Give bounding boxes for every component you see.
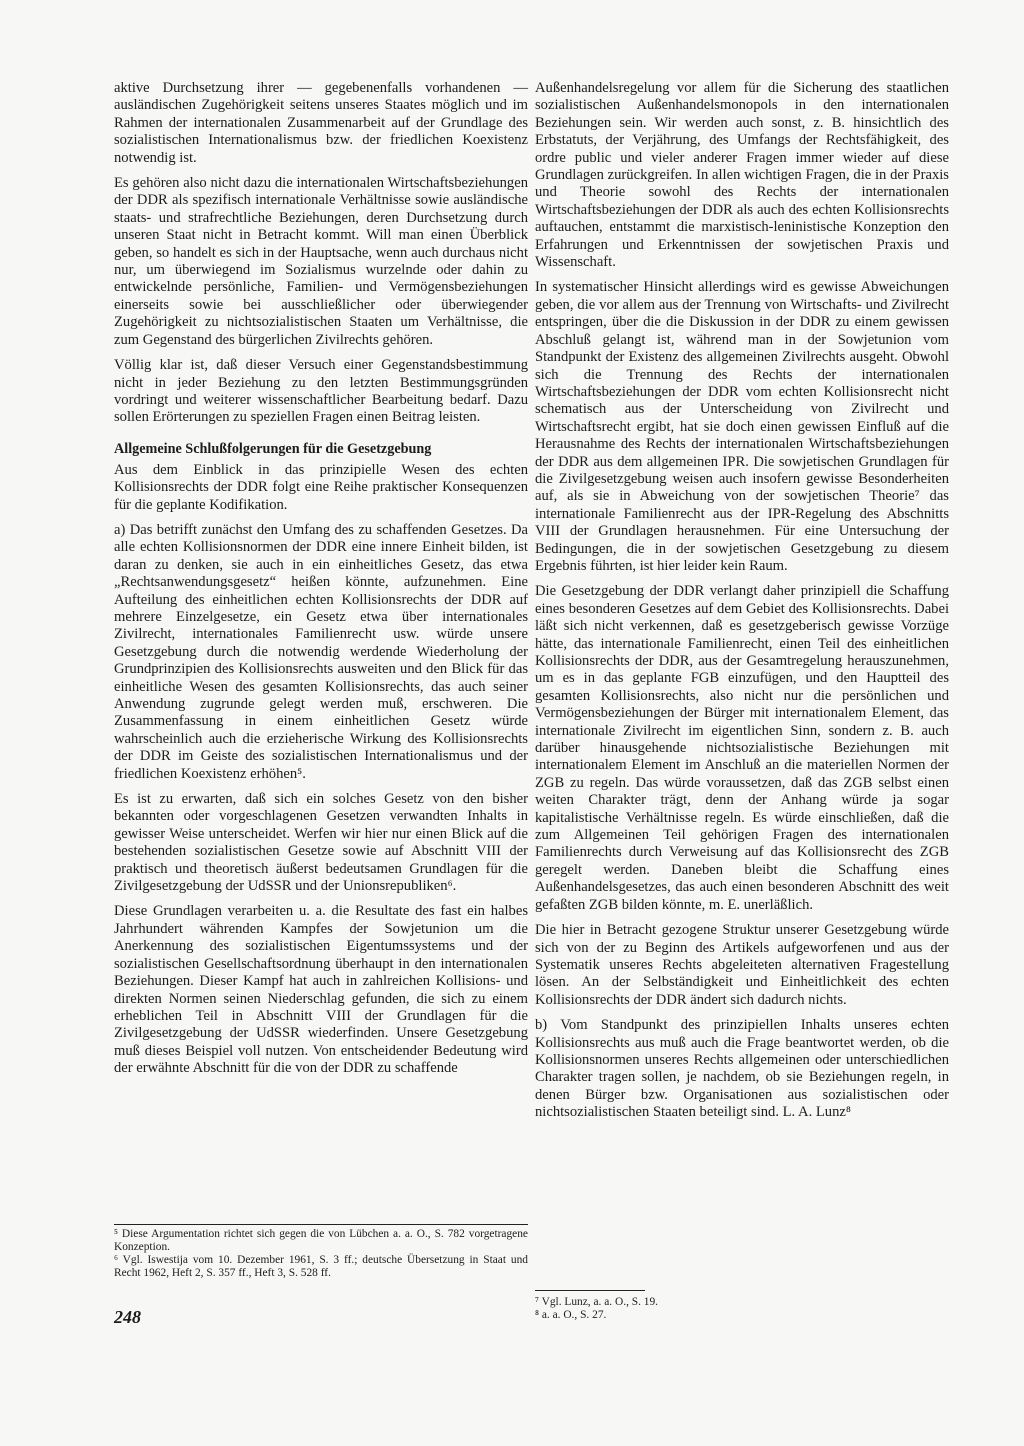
paragraph: a) Das betrifft zunächst den Umfang des zu schaffenden Gesetzes. Da alle echten Kollisionsnormen der DDR eine innere Einheit bilden, ist daran zu denken, sie auch in ein einheitliches Gesetz, das etwa „Rechtsanwendungsgesetz“ heißen könnte, aufzunehmen. Eine Aufteilung des einheitlichen echten Kollisionsrechts der DDR auf mehrere Einzelgesetze, ein Gesetz etwa über internationales Zivilrecht, internationales Familienrecht usw. würde unsere Gesetzgebung durch die notwendig werdende Wiederholung der Grundprinzipien des Kollisionsrechts ausweiten und den Blick für das einheitliche Wesen des gesamten Kollisionsrechts, das auch seiner Anwendung zugrunde gelegt werden muß, erschweren. Die Zusammenfassung in einem einheitlichen Gesetz würde wahrscheinlich auch die erzieherische Wirkung des Kollisionsrechts der DDR im Geiste des sozialistischen Internationalismus und der friedlichen Koexistenz erhöhen⁵.: [114, 521, 528, 782]
footnote: ⁶ Vgl. Iswestija vom 10. Dezember 1961, S. 3 ff.; deutsche Übersetzung in Staat und Recht 1962, Heft 2, S. 357 ff., Heft 3, S. 528 ff.: [114, 1254, 528, 1279]
footnotes-left: [114, 1224, 528, 1280]
footnote: ⁷ Vgl. Lunz, a. a. O., S. 19.: [535, 1296, 659, 1308]
left-column: [114, 80, 528, 1086]
paragraph: Völlig klar ist, daß dieser Versuch einer Gegenstandsbestimmung nicht in jeder Beziehung zu den letzten Bestimmungsgründen vordringt und weiterer wissenschaftlicher Bearbeitung bedarf. Dazu sollen Erörterungen zu speziellen Fragen einen Beitrag leisten.: [114, 357, 528, 426]
paragraph: In systematischer Hinsicht allerdings wird es gewisse Abweichungen geben, die vor allem aus der Trennung von Wirtschafts- und Zivilrecht entspringen, über die die Diskussion in der DDR zu einem gewissen Abschluß gelangt ist, während man in der Sowjetunion vom Standpunkt der Existenz des allgemeinen Zivilrechts ausgeht. Obwohl sich die Trennung des Rechts der internationalen Wirtschaftsbeziehungen der DDR vom echten Kollisionsrecht nicht schematisch aus der Unterscheidung von Zivilrecht und Wirtschaftsrecht ergibt, hat sie doch einen gewissen Einfluß auf die Herausnahme des Rechts der internationalen Wirtschaftsbeziehungen der DDR aus dem allgemeinen IPR. Die sowjetischen Grundlagen für die Zivilgesetzgebung weisen auch insofern gewisse Besonderheiten auf, als sie in Abweichung von der sowjetischen Theorie⁷ das internationale Familienrecht aus der IPR-Regelung des Abschnitts VIII der Grundlagen herausnehmen. Für eine Untersuchung der Bedingungen, die in der sowjetischen Gesetzgebung zu diesem Ergebnis führten, ist hier leider kein Raum.: [535, 279, 949, 574]
paragraph: Es ist zu erwarten, daß sich ein solches Gesetz von den bisher bekannten oder vorgeschlagenen Gesetzen verwandten Inhalts in gewisser Weise unterscheidet. Werfen wir hier nur einen Blick auf die bestehenden sozialistischen Gesetze sowie auf Abschnitt VIII der praktisch und theoretisch äußerst bedeutsamen Grundlagen für die Zivilgesetzgebung der UdSSR und der Unionsrepubliken⁶.: [114, 791, 528, 895]
footnote: ⁸ a. a. O., S. 27.: [535, 1309, 607, 1321]
page-number: 248: [114, 1307, 141, 1327]
footnotes-right: [535, 1293, 949, 1322]
paragraph: Die Gesetzgebung der DDR verlangt daher prinzipiell die Schaffung eines besonderen Gesetzes auf dem Gebiet des Kollisionsrechts. Dabei läßt sich nicht verkennen, daß es gesetzgeberisch gewisse Vorzüge hätte, das internationale Familienrecht, einen Teil des einheitlichen Kollisionsrechts der DDR, aus der Gesamtregelung herauszunehmen, um es in das geplante FGB einzufügen, und den Hauptteil des gesamten Kollisionsrechts, also nicht nur die persönlichen und Vermögensbeziehungen der Bürger mit internationalem Element, das internationale Zivilrecht im eigentlichen Sinn, sondern z. B. auch darüber hinausgehende nichtsozialistische Beziehungen mit internationalem Element im Anschluß an die materiellen Normen der ZGB zu regeln. Das würde voraussetzen, daß das ZGB selbst einen weiten Charakter trägt, denn der Anhang würde ja sogar kapitalistische Verhältnisse regeln. Es würde einschließen, daß die zum Allgemeinen Teil gehörigen Fragen des internationalen Familienrechts durch Verweisung auf das Kollisionsrecht des ZGB geregelt werden. Daneben bleibt die Schaffung eines Außenhandelsgesetzes, das auch einen besonderen Abschnitt des weit gefaßten ZGB bilden könnte, m. E. unerläßlich.: [535, 583, 949, 913]
paragraph: b) Vom Standpunkt des prinzipiellen Inhalts unseres echten Kollisionsrechts aus muß auch die Frage beantwortet werden, ob die Kollisionsnormen unseres Rechts allgemeinen oder unterschiedlichen Charakter tragen sollen, je nachdem, ob sie Beziehungen regeln, in denen Bürger bzw. Organisationen aus sozialistischen oder nichtsozialistischen Staaten beteiligt sind. L. A. Lunz⁸: [535, 1017, 949, 1121]
paragraph: Die hier in Betracht gezogene Struktur unserer Gesetzgebung würde sich von der zu Beginn des Artikels aufgeworfenen und aus der Systematik unseres Rechts abgeleiteten alternativen Fragestellung lösen. An der Selbständigkeit und Einheitlichkeit des echten Kollisionsrechts der DDR ändert sich dadurch nichts.: [535, 922, 949, 1008]
paragraph: Aus dem Einblick in das prinzipielle Wesen des echten Kollisionsrechts der DDR folgt eine Reihe praktischer Konsequenzen für die geplante Kodifikation.: [114, 461, 528, 513]
paragraph: aktive Durchsetzung ihrer — gegebenenfalls vorhandenen — ausländischen Zugehörigkeit seitens unseres Staates möglich und im Rahmen der internationalen Zusammenarbeit auf der Grundlage des sozialistischen Internationalismus bzw. der friedlichen Koexistenz notwendig ist.: [114, 80, 528, 166]
paragraph: Diese Grundlagen verarbeiten u. a. die Resultate des fast ein halbes Jahrhundert währenden Kampfes der Sowjetunion um die Anerkennung des sozialistischen Eigentumssystems und der sozialistischen Gesellschaftsordnung überhaupt in den internationalen Beziehungen. Dieser Kampf hat auch in zahlreichen Kollisions- und direkten Normen seinen Niederschlag gefunden, die sich zu einem erheblichen Teil in Abschnitt VIII der Grundlagen für die Zivilgesetzgebung der UdSSR wiederfinden. Unsere Gesetzgebung muß dieses Beispiel voll nutzen. Von entscheidender Bedeutung wird der erwähnte Abschnitt für die von der DDR zu schaffende: [114, 903, 528, 1077]
paragraph: Es gehören also nicht dazu die internationalen Wirtschaftsbeziehungen der DDR als spezifisch internationale Verhältnisse sowie ausländische staats- und strafrechtliche Beziehungen, deren Durchsetzung durch unseren Staat nicht in Betracht kommt. Will man einen Überblick geben, so handelt es sich in der Hauptsache, wenn auch durchaus nicht nur, um überwiegend im Sozialismus wurzelnde oder dahin zu entwickelnde persönliche, Familien- und Vermögensbeziehungen einerseits sowie bei ausschließlicher oder überwiegender Zugehörigkeit zu nichtsozialistischen Staaten um Verhältnisse, die zum Gegenstand des bürgerlichen Zivilrechts gehören.: [114, 175, 528, 348]
paragraph: Außenhandelsregelung vor allem für die Sicherung des staatlichen sozialistischen Außenhandelsmonopols in den internationalen Beziehungen sein. Wir werden auch sonst, z. B. hinsichtlich des Erbstatuts, der Verjährung, des Umfangs der Rechtsfähigkeit, des ordre public und vieler anderer Fragen immer wieder auf diese Grundlagen zurückgreifen. In allen wichtigen Fragen, die in der Praxis und Theorie sowohl des Rechts der internationalen Wirtschaftsbeziehungen der DDR als auch des echten Kollisionsrechts auftauchen, entstammt die marxistisch-leninistische Konzeption den Erfahrungen und Erkenntnissen der sowjetischen Praxis und Wissenschaft.: [535, 80, 949, 271]
footnote: ⁵ Diese Argumentation richtet sich gegen die von Lübchen a. a. O., S. 782 vorgetragene Konzeption.: [114, 1228, 528, 1253]
right-column: [535, 80, 949, 1130]
section-heading: Allgemeine Schlußfolgerungen für die Gesetzgebung: [114, 440, 432, 457]
